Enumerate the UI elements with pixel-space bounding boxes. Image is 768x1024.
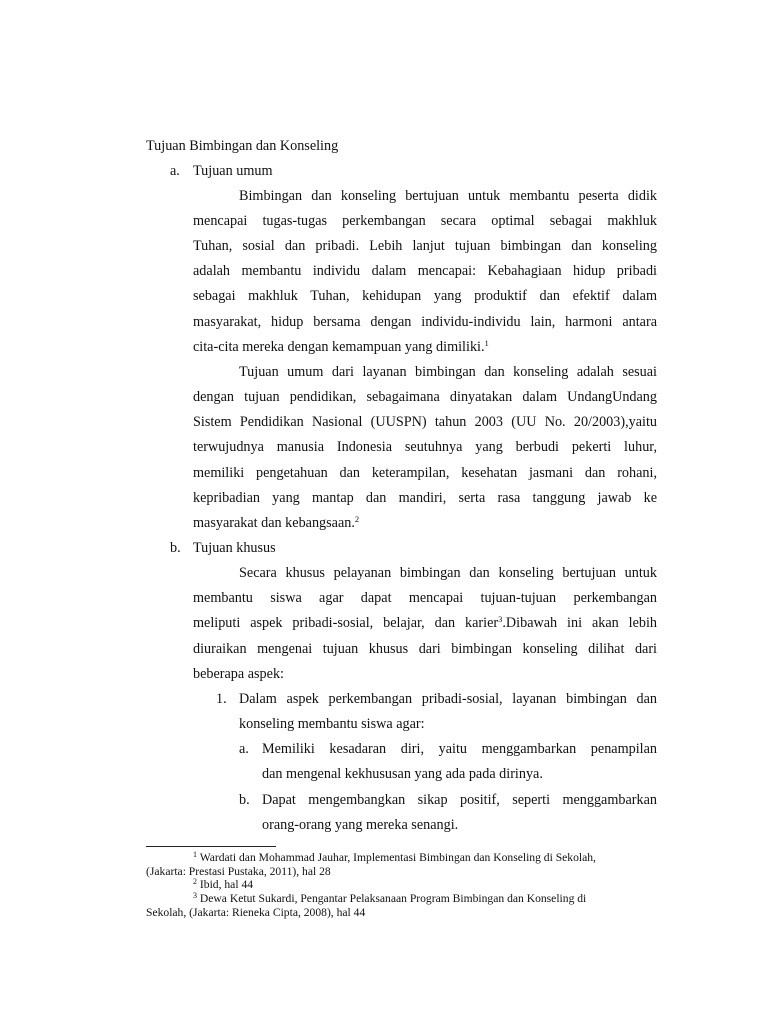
paragraph-line: terwujudnya manusia Indonesia seutuhnya yang berbudi pekerti luhur, [193,439,657,455]
paragraph-line [193,615,657,631]
paragraph-line: kepribadian yang mantap dan mandiri, serta rasa tanggung jawab ke [193,490,657,506]
list-item-line: konseling membantu siswa agar: [239,716,425,732]
paragraph-line: adalah membantu individu dalam mencapai: Kebahagiaan hidup pribadi [193,263,657,279]
footnote-2 [193,878,253,892]
sublist-item-line: Dapat mengembangkan sikap positif, seperti menggambarkan [262,792,657,808]
section-heading: Tujuan Bimbingan dan Konseling [146,138,339,154]
footnote-separator [146,846,276,847]
list-item-marker: 1. [216,691,227,707]
paragraph-line: memiliki pengetahuan dan keterampilan, kesehatan jasmani dan rohani, [193,465,657,481]
paragraph-line: mencapai tugas-tugas perkembangan secara optimal sebagai makhluk [193,213,657,229]
footnote-3 [193,892,586,906]
paragraph-text: masyarakat dan kebangsaan. [193,515,355,531]
footnote-text: Dewa Ketut Sukardi, Pengantar Pelaksanaan Program Bimbingan dan Konseling di [199,892,587,905]
footnote-number: 2 [193,877,197,886]
paragraph-line: beberapa aspek: [193,666,284,682]
footnote-ref-1: 1 [484,338,489,348]
footnote-ref-3: 3 [498,614,503,624]
paragraph-text: cita-cita mereka dengan kemampuan yang dimiliki. [193,339,485,355]
section-a-title: Tujuan umum [193,163,273,179]
paragraph-line: Secara khusus pelayanan bimbingan dan konseling bertujuan untuk [239,565,657,581]
section-b-title: Tujuan khusus [193,540,276,556]
list-item-line: Dalam aspek perkembangan pribadi-sosial, layanan bimbingan dan [239,691,657,707]
section-b-marker: b. [170,540,181,556]
sublist-item-line: dan mengenal kekhususan yang ada pada dirinya. [262,766,543,782]
sublist-item-marker: a. [239,741,249,757]
paragraph-line: dengan tujuan pendidikan, sebagaimana dinyatakan dalam UndangUndang [193,389,657,405]
paragraph-line: sebagai makhluk Tuhan, kehidupan yang produktif dan efektif dalam [193,288,657,304]
footnote-text: Wardati dan Mohammad Jauhar, Implementasi Bimbingan dan Konseling di Sekolah, [199,851,596,864]
section-a-marker: a. [170,163,180,179]
paragraph-line: masyarakat, hidup bersama dengan individu-individu lain, harmoni antara [193,314,657,330]
sublist-item-marker: b. [239,792,250,808]
paragraph-line: Tuhan, sosial dan pribadi. Lebih lanjut tujuan bimbingan dan konseling [193,238,657,254]
paragraph-line: Bimbingan dan konseling bertujuan untuk membantu peserta didik [239,188,657,204]
footnote-number: 1 [193,850,197,859]
footnote-ref-2: 2 [354,514,360,524]
footnote-number: 3 [193,891,197,900]
paragraph-line: membantu siswa agar dapat mencapai tujuan-tujuan perkembangan [193,590,657,606]
paragraph-text: meliputi aspek pribadi-sosial, belajar, dan karier [193,615,499,631]
paragraph-text: .Dibawah ini akan lebih [502,615,658,631]
sublist-item-line: Memiliki kesadaran diri, yaitu menggambarkan penampilan [262,741,657,757]
sublist-item-line: orang-orang yang mereka senangi. [262,817,459,833]
paragraph-line: diuraikan mengenai tujuan khusus dari bimbingan konseling dilihat dari [193,641,657,657]
paragraph-line: Sistem Pendidikan Nasional (UUSPN) tahun 2003 (UU No. 20/2003),yaitu [193,414,657,430]
paragraph-line: Tujuan umum dari layanan bimbingan dan konseling adalah sesuai [239,364,657,380]
footnote-1 [193,851,596,865]
footnote-1-continued: (Jakarta: Prestasi Pustaka, 2011), hal 28 [146,865,331,878]
footnote-3-continued: Sekolah, (Jakarta: Rieneka Cipta, 2008), hal 44 [146,906,366,919]
paragraph-line [193,515,359,531]
paragraph-line [193,339,489,355]
footnote-text: Ibid, hal 44 [199,878,254,891]
